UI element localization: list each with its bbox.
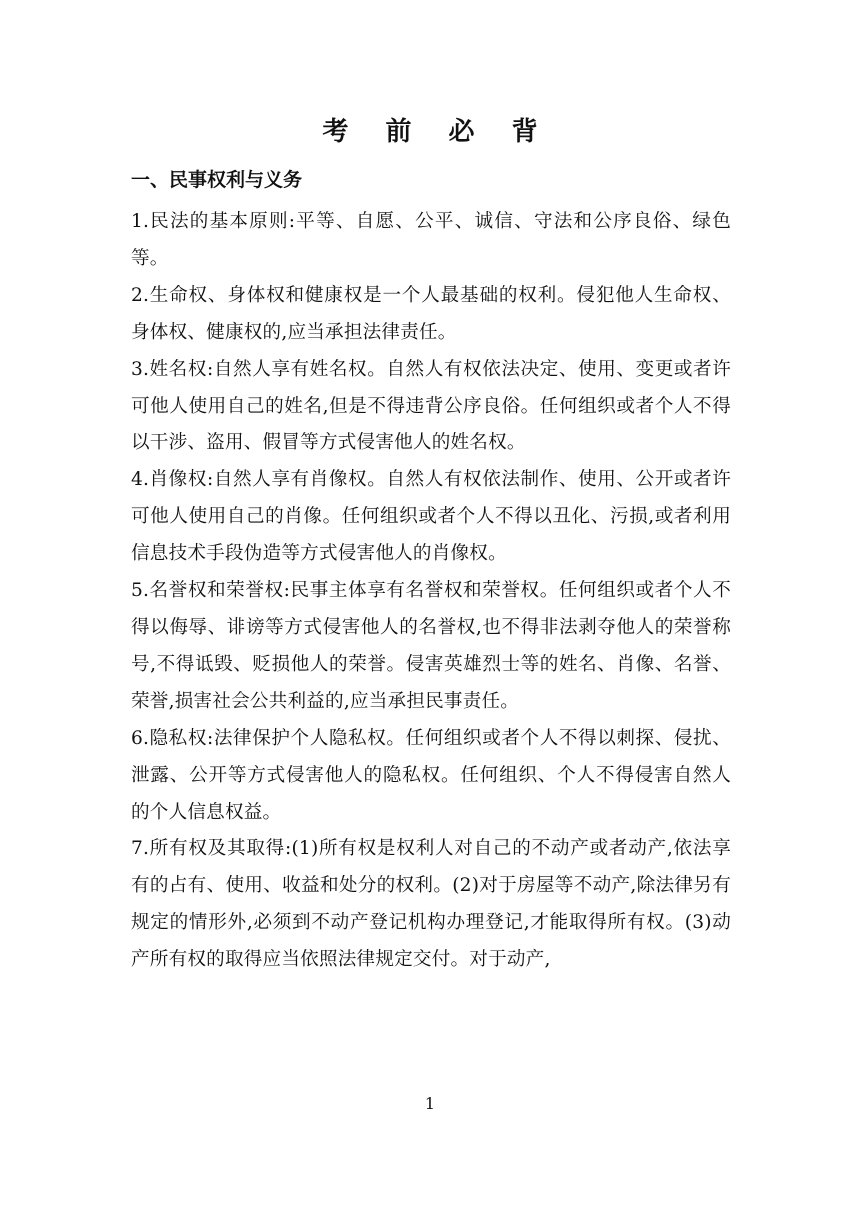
paragraph-ownership: 7.所有权及其取得:(1)所有权是权利人对自己的不动产或者动产,依法享有的占有、使用、收益和处分的权利。(2)对于房屋等不动产,除法律另有规定的情形外,必须到不动产登记机构办理登记,才能取得所有权。(3)动产所有权的取得应当依照法律规定交付。对于动产, [131, 838, 731, 971]
paragraph-basic-principles: 1.民法的基本原则:平等、自愿、公平、诚信、守法和公序良俗、绿色等。 [131, 211, 731, 269]
section-heading: 一、民事权利与义务 [131, 169, 303, 191]
paragraph-privacy-right: 6.隐私权:法律保护个人隐私权。任何组织或者个人不得以刺探、侵扰、泄露、公开等方式侵害他人的隐私权。任何组织、个人不得侵害自然人的个人信息权益。 [131, 727, 731, 823]
paragraph-portrait-right: 4.肖像权:自然人享有肖像权。自然人有权依法制作、使用、公开或者许可他人使用自己的肖像。任何组织或者个人不得以丑化、污损,或者利用信息技术手段伪造等方式侵害他人的肖像权。 [131, 469, 731, 565]
paragraph-life-rights: 2.生命权、身体权和健康权是一个人最基础的权利。侵犯他人生命权、身体权、健康权的,应当承担法律责任。 [131, 284, 731, 343]
page-title: 考 前 必 背 [322, 117, 552, 147]
paragraph-name-right: 3.姓名权:自然人享有姓名权。自然人有权依法决定、使用、变更或者许可他人使用自己的姓名,但是不得违背公序良俗。任何组织或者个人不得以干涉、盗用、假冒等方式侵害他人的姓名权。 [131, 358, 731, 454]
document-body [131, 204, 731, 979]
paragraph-reputation-honor-right: 5.名誉权和荣誉权:民事主体享有名誉权和荣誉权。任何组织或者个人不得以侮辱、诽谤等方式侵害他人的名誉权,也不得非法剥夺他人的荣誉称号,不得诋毁、贬损他人的荣誉。侵害英雄烈士等的姓名、肖像、名誉、荣誉,损害社会公共利益的,应当承担民事责任。 [131, 580, 731, 712]
page-number: 1 [424, 1094, 436, 1113]
